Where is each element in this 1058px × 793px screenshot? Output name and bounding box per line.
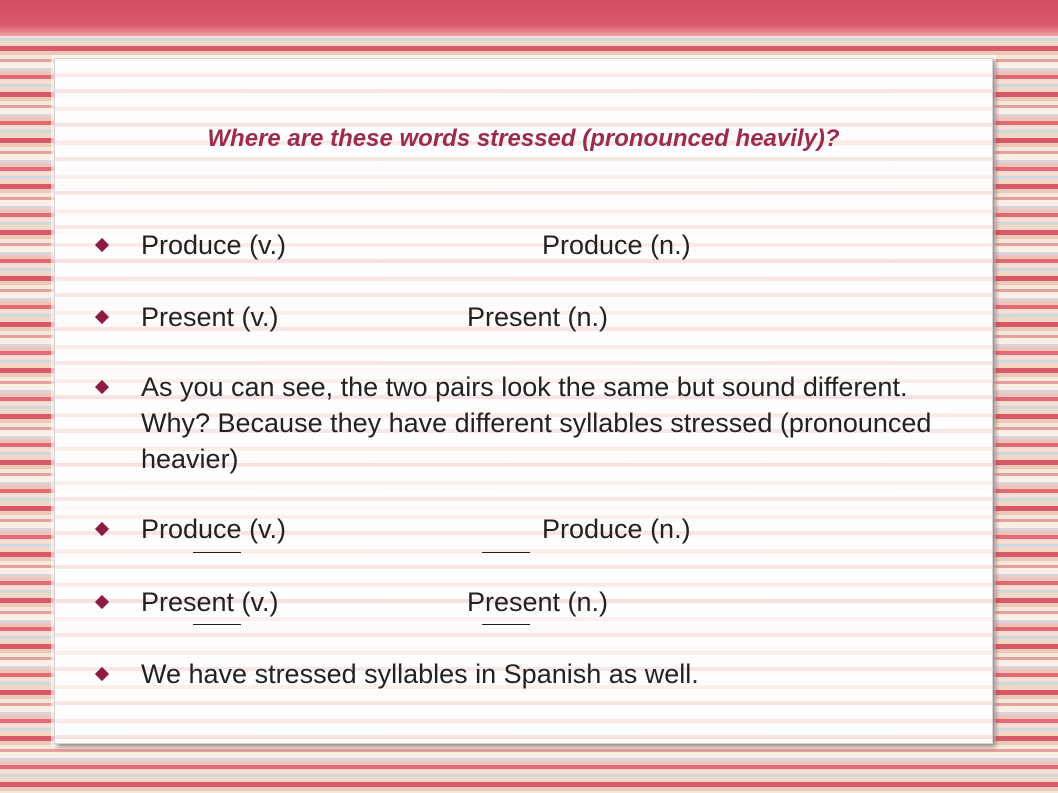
stress-underline — [193, 552, 241, 553]
diamond-bullet-icon — [95, 310, 109, 324]
background-top-band — [0, 0, 1058, 36]
diamond-bullet-icon — [95, 595, 109, 609]
diamond-bullet-icon — [95, 522, 109, 536]
diamond-bullet-icon — [95, 667, 109, 681]
bullet-left-text: Produce (v.) — [141, 514, 287, 544]
bullet-paragraph-text: As you can see, the two pairs look the same but sound different. Why? Because they have different syllables stressed (pronounced heavier) — [141, 372, 932, 474]
bullet-left-text: Present (v.) — [141, 587, 279, 617]
diamond-bullet-icon — [95, 238, 109, 252]
bullet-left-text: Produce (v.) — [141, 230, 287, 260]
stress-underline — [482, 624, 530, 625]
stress-underline — [193, 624, 241, 625]
stress-underline — [482, 552, 530, 553]
bullet-paragraph-text: We have stressed syllables in Spanish as well. — [141, 659, 699, 689]
bullet-right-text: Produce (n.) — [542, 514, 691, 544]
bullet-right-text: Present (n.) — [467, 302, 609, 332]
slide-title: Where are these words stressed (pronounced heavily)? — [207, 125, 840, 152]
slide-card — [54, 58, 993, 744]
bullet-right-text: Produce (n.) — [542, 230, 691, 260]
bullet-left-text: Present (v.) — [141, 302, 279, 332]
bullet-right-text: Present (n.) — [467, 587, 609, 617]
diamond-bullet-icon — [95, 380, 109, 394]
